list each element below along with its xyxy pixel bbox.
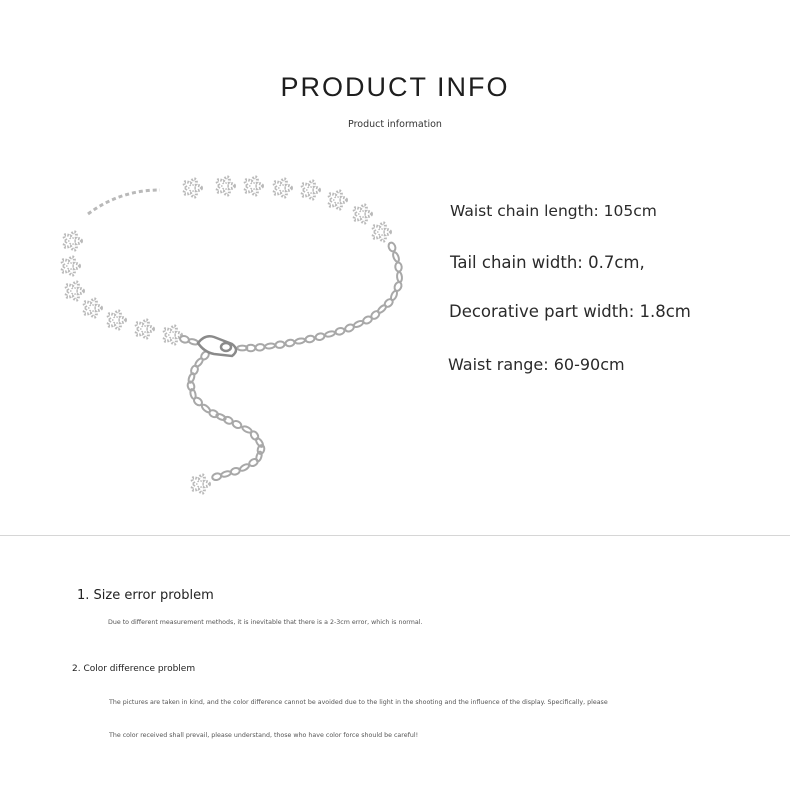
cable-link (255, 344, 265, 352)
cable-link (325, 330, 336, 337)
cable-link (265, 343, 276, 349)
note-size-error-text: Due to different measurement methods, it is inevitable that there is a 2-3cm error, which is normal. (108, 619, 423, 626)
flower-link (136, 320, 154, 338)
cable-link (344, 323, 355, 333)
cable-link (249, 430, 259, 441)
cable-link (285, 339, 295, 347)
cable-link (211, 472, 221, 481)
flower-link (274, 179, 292, 197)
note-color-difference-text: The pictures are taken in kind, and the color difference cannot be avoided due to the light in the shooting and the influence of the display. Specifically, please (109, 699, 608, 706)
flower-link (217, 177, 235, 195)
cable-link (275, 341, 285, 349)
flower-link-center (334, 197, 340, 203)
flower-link-center (378, 229, 384, 235)
flower-link (329, 191, 347, 209)
flower-link-center (71, 288, 77, 294)
flower-link-center (197, 481, 203, 487)
cable-link (315, 332, 325, 340)
flower-connector (88, 190, 160, 214)
flower-link-center (113, 317, 119, 323)
waist-chain-photo (50, 170, 420, 510)
flower-link-center (250, 183, 256, 189)
cable-link (395, 262, 402, 272)
flower-link-center (279, 185, 285, 191)
cable-link (392, 251, 400, 262)
cable-links (179, 242, 402, 481)
flower-link (354, 205, 372, 223)
spec-waist-range: Waist range: 60-90cm (448, 355, 625, 374)
flower-link-center (169, 332, 175, 338)
flower-link-center (222, 183, 228, 189)
flower-link-center (359, 211, 365, 217)
cable-link (397, 272, 403, 282)
flower-link (184, 179, 202, 197)
cable-link (188, 338, 199, 345)
spec-tail-chain-width: Tail chain width: 0.7cm, (450, 253, 645, 272)
cable-link (387, 242, 396, 253)
cable-link (221, 470, 232, 477)
page-title: PRODUCT INFO (280, 72, 510, 102)
note-color-difference-text-continued: The color received shall prevail, please understand, those who have color force should be careful! (109, 732, 419, 739)
note-color-difference-heading: 2. Color difference problem (72, 664, 196, 674)
flower-link (245, 177, 263, 195)
spec-waist-chain-length: Waist chain length: 105cm (450, 202, 657, 220)
flower-link (373, 223, 391, 241)
flower-link-center (67, 263, 73, 269)
flower-link (84, 299, 102, 317)
cable-link (335, 327, 345, 335)
flower-link (66, 282, 84, 300)
flower-link (164, 326, 182, 344)
flower-link (302, 181, 320, 199)
flower-link (64, 232, 82, 250)
flower-link-center (69, 238, 75, 244)
cable-link (383, 298, 394, 309)
flower-link (192, 475, 210, 493)
cable-link (305, 335, 315, 343)
flower-link-center (89, 305, 95, 311)
spec-decorative-part-width: Decorative part width: 1.8cm (449, 302, 691, 321)
cable-link (295, 338, 306, 345)
note-size-error-heading: 1. Size error problem (77, 588, 214, 603)
flower-link (62, 257, 80, 275)
page-subtitle: Product information (348, 119, 442, 130)
flower-link-center (189, 185, 195, 191)
flower-link (108, 311, 126, 329)
section-divider (0, 535, 790, 536)
cable-link (232, 420, 243, 430)
flower-link-center (307, 187, 313, 193)
flower-link-center (141, 326, 147, 332)
